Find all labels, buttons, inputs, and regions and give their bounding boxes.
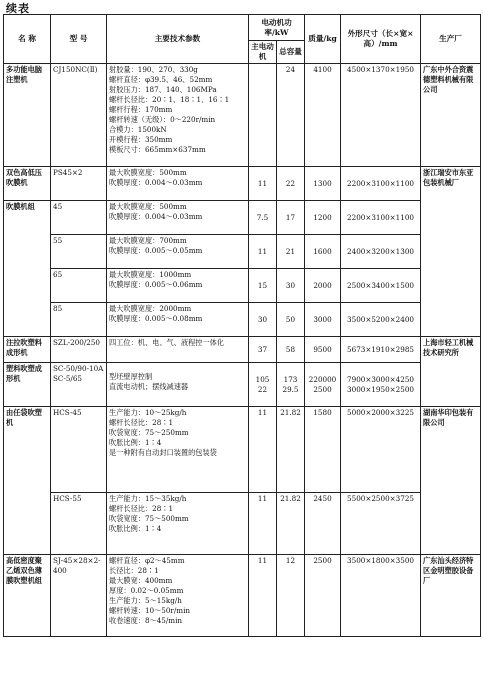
table-row [4,555,481,637]
cell-params [107,363,249,407]
cell-maker: 湖南华印包装有限公司 [421,407,481,555]
cell-dims [341,363,421,407]
cell-dims: 3500×5200×2400 [341,303,421,337]
cell-mass: 2000 [305,269,341,303]
cell-model: 55 [51,235,107,269]
cell-dims: 4500×1370×1950 [341,64,421,167]
cell-model: 85 [51,303,107,337]
param-line: 收卷速度：8～45/min [109,616,183,625]
param-line: 螺杆直径：φ2～45mm [109,556,185,565]
header-power-total: 总容量 [277,41,305,64]
cell-dims: 5673×1910×2985 [341,337,421,363]
param-line: 四工位：机、电、气、液程控一体化 [109,338,225,347]
value-line: 22 [257,384,268,394]
cell-params [107,337,249,363]
header-power-main: 主电动机 [249,41,277,64]
cell-power-total: 30 [277,269,305,303]
param-line: 最大吹膜宽度：2000mm [109,304,192,313]
cell-power-main: 11 [249,407,277,493]
param-line: 生产能力：5～15kg/h [109,596,182,605]
param-line: 螺杆转速：10～50r/min [109,606,191,615]
cell-model: 45 [51,201,107,235]
cell-dims: 5500×2500×3725 [341,493,421,555]
param-line: 吹膜厚度：0.005～0.05mm [109,246,203,255]
cell-power-total: 21 [277,235,305,269]
param-line: 最大吹膜宽度：500mm [109,168,187,177]
value-line: 173 [283,374,298,384]
table-row [4,337,481,363]
cell-power-total: 50 [277,303,305,337]
header-model: 型 号 [51,15,107,64]
continuation-label: 续表 [6,2,30,15]
param-line: 最大膜宽：400mm [109,576,173,585]
value-line: 3000×1950×2500 [347,384,414,394]
param-line: 开模行程：350mm [109,135,173,144]
table-row [4,64,481,167]
cell-power-main: 15 [249,269,277,303]
param-line: 模板尺寸：665mm×637mm [109,145,206,154]
param-line: 吹胀比例：1∶4 [109,524,162,533]
cell-params [107,269,249,303]
cell-dims: 5000×2000×3225 [341,407,421,493]
cell-power-main: 30 [249,303,277,337]
cell-params [107,407,249,493]
cell-power-main [249,363,277,407]
param-line: 最大吹膜宽度：500mm [109,202,187,211]
cell-power-main: 11 [249,493,277,555]
cell-power-main: 11 [249,235,277,269]
param-line: 螺杆长径比：28∶1 [109,418,174,427]
cell-power-total: 17 [277,201,305,235]
header-params: 主要技术参数 [107,15,249,64]
param-line: 射胶量：190、270、330g [109,65,198,74]
cell-power-main [249,64,277,167]
cell-mass: 1580 [305,407,341,493]
cell-model: SZL-200/250 [51,337,107,363]
param-line: 型坯壁厚控制 [109,372,153,381]
value-line: 7900×3000×4250 [347,374,414,384]
cell-dims: 2200×3100×1100 [341,167,421,201]
cell-model: SJ-45×28×2-400 [51,555,107,637]
table-row [4,363,481,407]
cell-name: 多功能电脑注塑机 [4,64,51,167]
param-line: 吹胀比例：1∶4 [109,438,162,447]
cell-power-main: 11 [249,555,277,637]
param-line: 螺杆长径比：20∶1、18∶1、16∶1 [109,95,230,104]
cell-mass [305,363,341,407]
cell-dims: 2400×3200×1300 [341,235,421,269]
cell-mass: 1200 [305,201,341,235]
cell-model [51,363,107,407]
cell-name: 双色高低压吹膜机 [4,167,51,201]
param-line: 厚度：0.02～0.05mm [109,586,184,595]
param-line: 长径比：28∶1 [109,566,159,575]
cell-power-total: 24 [277,64,305,167]
cell-power-total: 21.82 [277,493,305,555]
cell-mass: 9500 [305,337,341,363]
cell-power-total [277,363,305,407]
param-line: 螺杆行程：170mm [109,105,173,114]
table-row [4,201,481,235]
model-line: SC-5/65 [53,374,82,383]
cell-dims: 2500×3400×1500 [341,269,421,303]
cell-power-total: 22 [277,167,305,201]
cell-mass: 3000 [305,303,341,337]
model-line: SC-50/90-10A [53,364,104,373]
cell-power-total: 58 [277,337,305,363]
param-line: 直流电动机；摆线减速器 [109,382,189,391]
table-row [4,407,481,493]
param-line: 螺杆转速（无级）：0～220r/min [109,115,216,124]
param-line: 合模力：1500kN [109,125,167,134]
param-line: 生产能力：10～25kg/h [109,408,187,417]
table-row [4,493,481,555]
table-row [4,303,481,337]
cell-power-total: 21.82 [277,407,305,493]
cell-mass: 1300 [305,167,341,201]
cell-params [107,493,249,555]
param-line: 吹袋宽度：75～500mm [109,514,189,523]
param-line: 是一种附有自动封口装置的包装袋 [109,448,217,457]
cell-maker: 上海市轻工机械技术研究所 [421,337,481,407]
param-line: 生产能力：15～35kg/h [109,494,187,503]
cell-power-main: 37 [249,337,277,363]
cell-model: HCS-45 [51,407,107,493]
cell-model: PS45×2 [51,167,107,201]
param-line: 吹膜厚度：0.004～0.03mm [109,178,203,187]
cell-mass: 1600 [305,235,341,269]
cell-power-main: 11 [249,167,277,201]
cell-power-total: 12 [277,555,305,637]
param-line: 螺杆长径比：28∶1 [109,504,174,513]
table-row [4,235,481,269]
param-line: 射胶压力：187、140、106MPa [109,85,217,94]
param-line: 吹膜厚度：0.005～0.08mm [109,314,203,323]
value-line: 105 [255,374,270,384]
cell-name: 注拉吹塑料成形机 [4,337,51,363]
cell-maker: 浙江瑞安市东亚包装机械厂 [421,167,481,337]
cell-model: 65 [51,269,107,303]
value-line: 29.5 [282,384,299,394]
header-power: 电动机功率/kW [249,15,305,41]
cell-mass: 2500 [305,555,341,637]
header-mass: 质量/kg [305,15,341,64]
cell-maker: 广东中外合资震德塑料机械有限公司 [421,64,481,167]
cell-dims: 2200×3100×1100 [341,201,421,235]
cell-model: HCS-55 [51,493,107,555]
cell-model: CJ150NC(Ⅱ) [51,64,107,167]
cell-name: 吹膜机组 [4,201,51,337]
cell-name: 塑料吹塑成形机 [4,363,51,407]
param-line: 最大吹膜宽度：700mm [109,236,187,245]
cell-params [107,167,249,201]
table-row [4,269,481,303]
cell-mass: 2450 [305,493,341,555]
cell-params [107,555,249,637]
table-row [4,167,481,201]
cell-params [107,303,249,337]
param-line: 吹膜厚度：0.005～0.06mm [109,280,203,289]
header-maker: 生产厂 [421,15,481,64]
param-line: 最大吹膜宽度：1000mm [109,270,192,279]
cell-mass: 4100 [305,64,341,167]
cell-params [107,201,249,235]
cell-name: 高低密度聚乙烯双色薄膜吹塑机组 [4,555,51,637]
equipment-table [3,14,481,637]
cell-name: 由任袋吹塑机 [4,407,51,555]
cell-maker: 广东汕头经济特区金明塑胶设备厂 [421,555,481,637]
header-name: 名 称 [4,15,51,64]
param-line: 螺杆直径：φ39.5、46、52mm [109,75,213,84]
cell-params [107,235,249,269]
param-line: 吹袋宽度：75～250mm [109,428,189,437]
cell-power-main: 7.5 [249,201,277,235]
cell-dims: 3500×1800×3500 [341,555,421,637]
param-line: 吹膜厚度：0.004～0.03mm [109,212,203,221]
cell-params [107,64,249,167]
value-line: 2500 [313,384,332,394]
header-dims: 外形尺寸（长×宽×高）/mm [341,15,421,64]
value-line: 220000 [308,374,337,384]
